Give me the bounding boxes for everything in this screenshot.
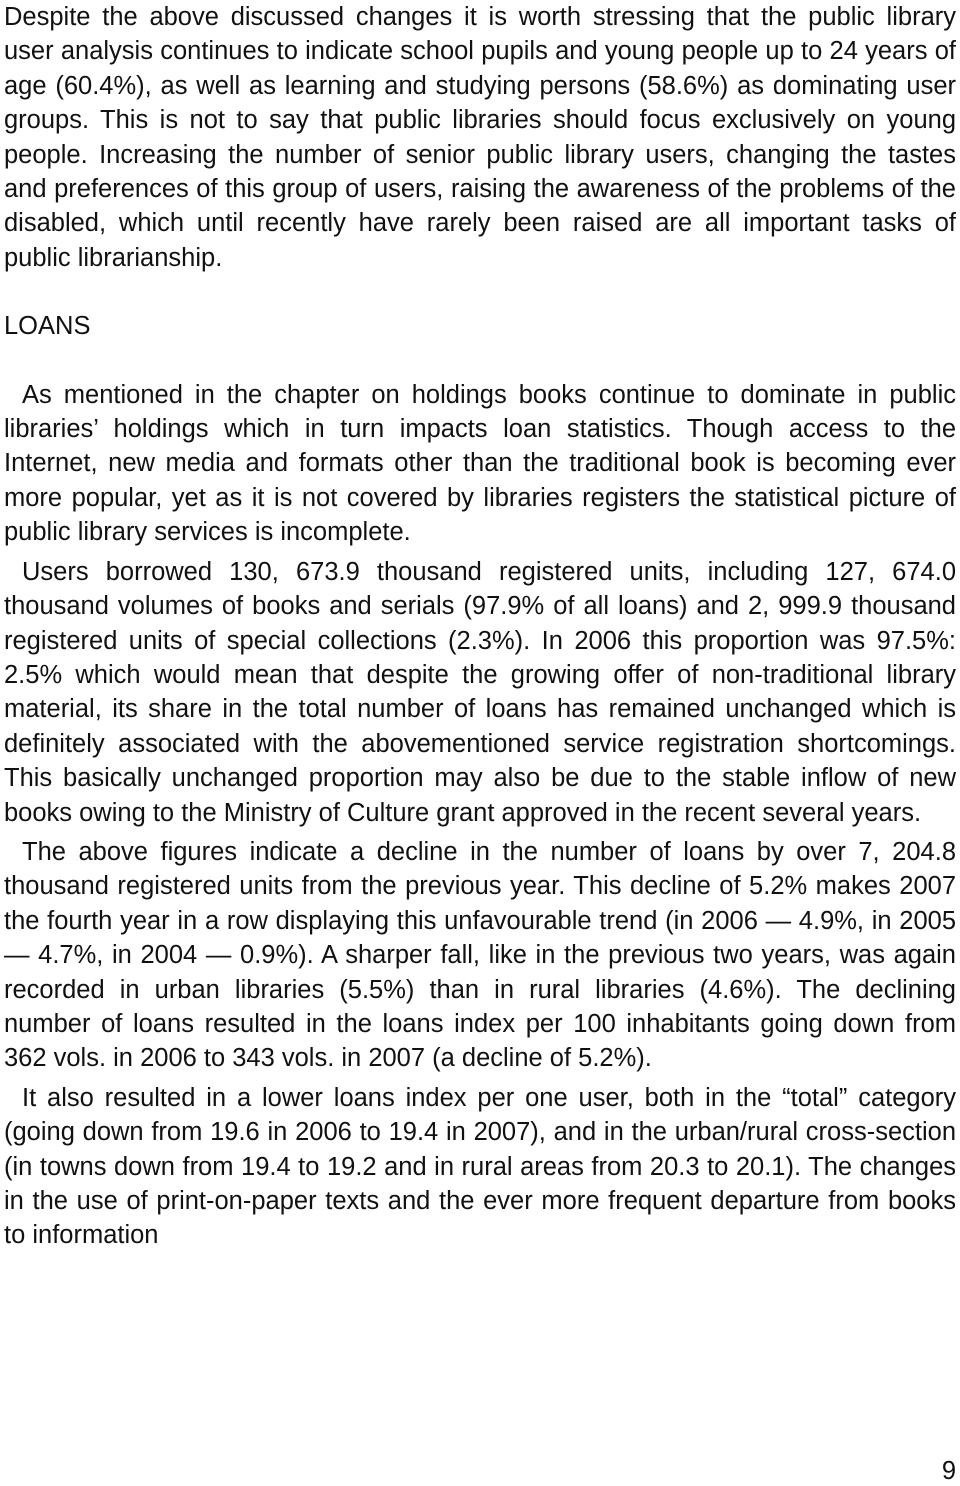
paragraph-user-groups: Despite the above discussed changes it is worth stressing that the public library user analysis continues to indicate school pupils and young people up to 24 years of age (60.4%), as well as learning and studying persons (58.6%) as dominating user groups. This is not to say that public libraries should focus exclusively on young people. Increasing the number of senior public library users, changing the tastes and preferences of this group of users, raising the awareness of the problems of the disabled, which until recently have rarely been raised are all important tasks of public librarianship. bbox=[4, 3, 956, 272]
document-page bbox=[4, 0, 956, 1253]
paragraph-loans-index: It also resulted in a lower loans index per one user, both in the “total” category (going down from 19.6 in 2006 to 19.4 in 2007), and in the urban/rural cross-section (in towns down from 19.4 to 19.2 and in rural areas from 20.3 to 20.1). The changes in the use of print-on-paper texts and the ever more frequent departure from books to information bbox=[4, 1083, 956, 1250]
paragraph-loans-intro: As mentioned in the chapter on holdings books continue to dominate in public libraries’ holdings which in turn impacts loan statistics. Though access to the Internet, new media and formats other than the traditional book is becoming ever more popular, yet as it is not covered by libraries registers the statistical picture of public library services is incomplete. bbox=[4, 380, 956, 547]
paragraph-loans-decline: The above figures indicate a decline in the number of loans by over 7, 204.8 thousand registered units from the previous year. This decline of 5.2% makes 2007 the fourth year in a row displaying this unfavourable trend (in 2006 — 4.9%, in 2005 — 4.7%, in 2004 — 0.9%). A sharper fall, like in the previous two years, was again recorded in urban libraries (5.5%) than in rural libraries (4.6%). The declining number of loans resulted in the loans index per 100 inhabitants going down from 362 vols. in 2006 to 343 vols. in 2007 (a decline of 5.2%). bbox=[4, 837, 956, 1073]
paragraph-loans-volumes: Users borrowed 130, 673.9 thousand registered units, including 127, 674.0 thousand volumes of books and serials (97.9% of all loans) and 2, 999.9 thousand registered units of special collections (2.3%). In 2006 this proportion was 97.5%: 2.5% which would mean that despite the growing offer of non-traditional library material, its share in the total number of loans has remained unchanged which is definitely associated with the abovementioned service registration shortcomings. This basically unchanged proportion may also be due to the stable inflow of new books owing to the Ministry of Culture grant approved in the recent several years. bbox=[4, 557, 956, 827]
section-heading-loans: LOANS bbox=[4, 312, 91, 341]
page-number: 9 bbox=[941, 1457, 956, 1485]
